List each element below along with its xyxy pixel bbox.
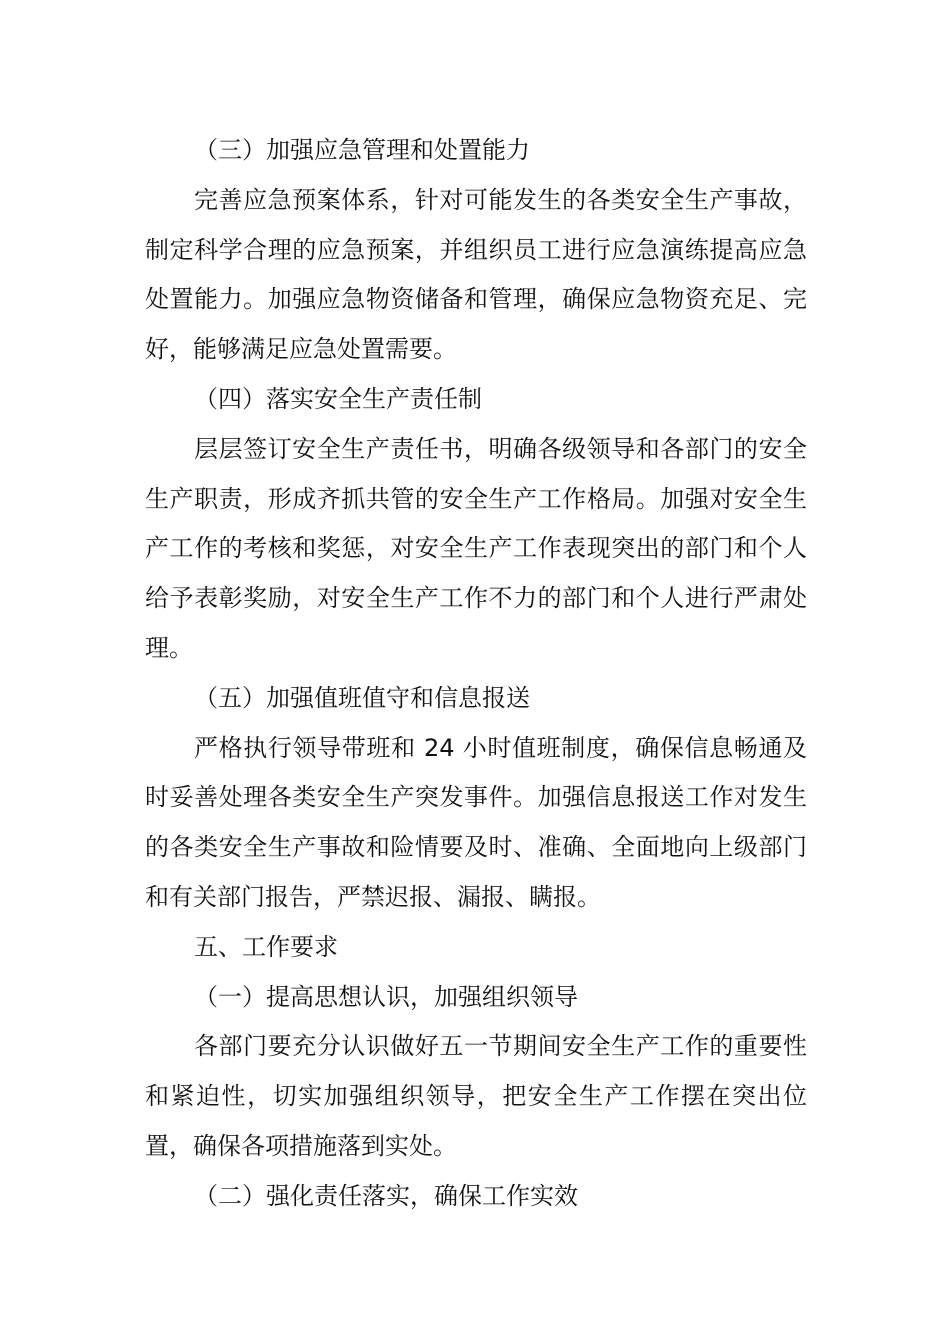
subheading-awareness-leadership: （一）提高思想认识，加强组织领导 (194, 982, 578, 1011)
subheading-duty-reporting: （五）加强值班值守和信息报送 (194, 683, 530, 712)
paragraph-duty-reporting: 严格执行领导带班和 24 小时值班制度，确保信息畅通及时妥善处理各类安全生产突发事件。加强信息报送工作对发生的各类安全生产事故和险情要及时、准确、全面地向上级部门和有关部门报告，严禁迟报、漏报、瞒报。 (145, 733, 807, 911)
paragraph-responsibility: 层层签订安全生产责任书，明确各级领导和各部门的安全生产职责，形成齐抓共管的安全生产工作格局。加强对安全生产工作的考核和奖惩，对安全生产工作表现突出的部门和个人给予表彰奖励，对安全生产工作不力的部门和个人进行严肃处理。 (145, 434, 807, 662)
paragraph-awareness: 各部门要充分认识做好五一节期间安全生产工作的重要性和紧迫性，切实加强组织领导，把安全生产工作摆在突出位置，确保各项措施落到实处。 (145, 1032, 807, 1160)
subheading-responsibility-effectiveness: （二）强化责任落实，确保工作实效 (194, 1181, 578, 1210)
subheading-emergency-management: （三）加强应急管理和处置能力 (194, 136, 530, 164)
subheading-responsibility-system: （四）落实安全生产责任制 (194, 384, 482, 413)
section-heading-work-requirements: 五、工作要求 (194, 932, 338, 961)
document-body (145, 126, 807, 1222)
paragraph-emergency-plan: 完善应急预案体系，针对可能发生的各类安全生产事故，制定科学合理的应急预案，并组织员工进行应急演练提高应急处置能力。加强应急物资储备和管理，确保应急物资充足、完好，能够满足应急处置需要。 (145, 185, 807, 364)
